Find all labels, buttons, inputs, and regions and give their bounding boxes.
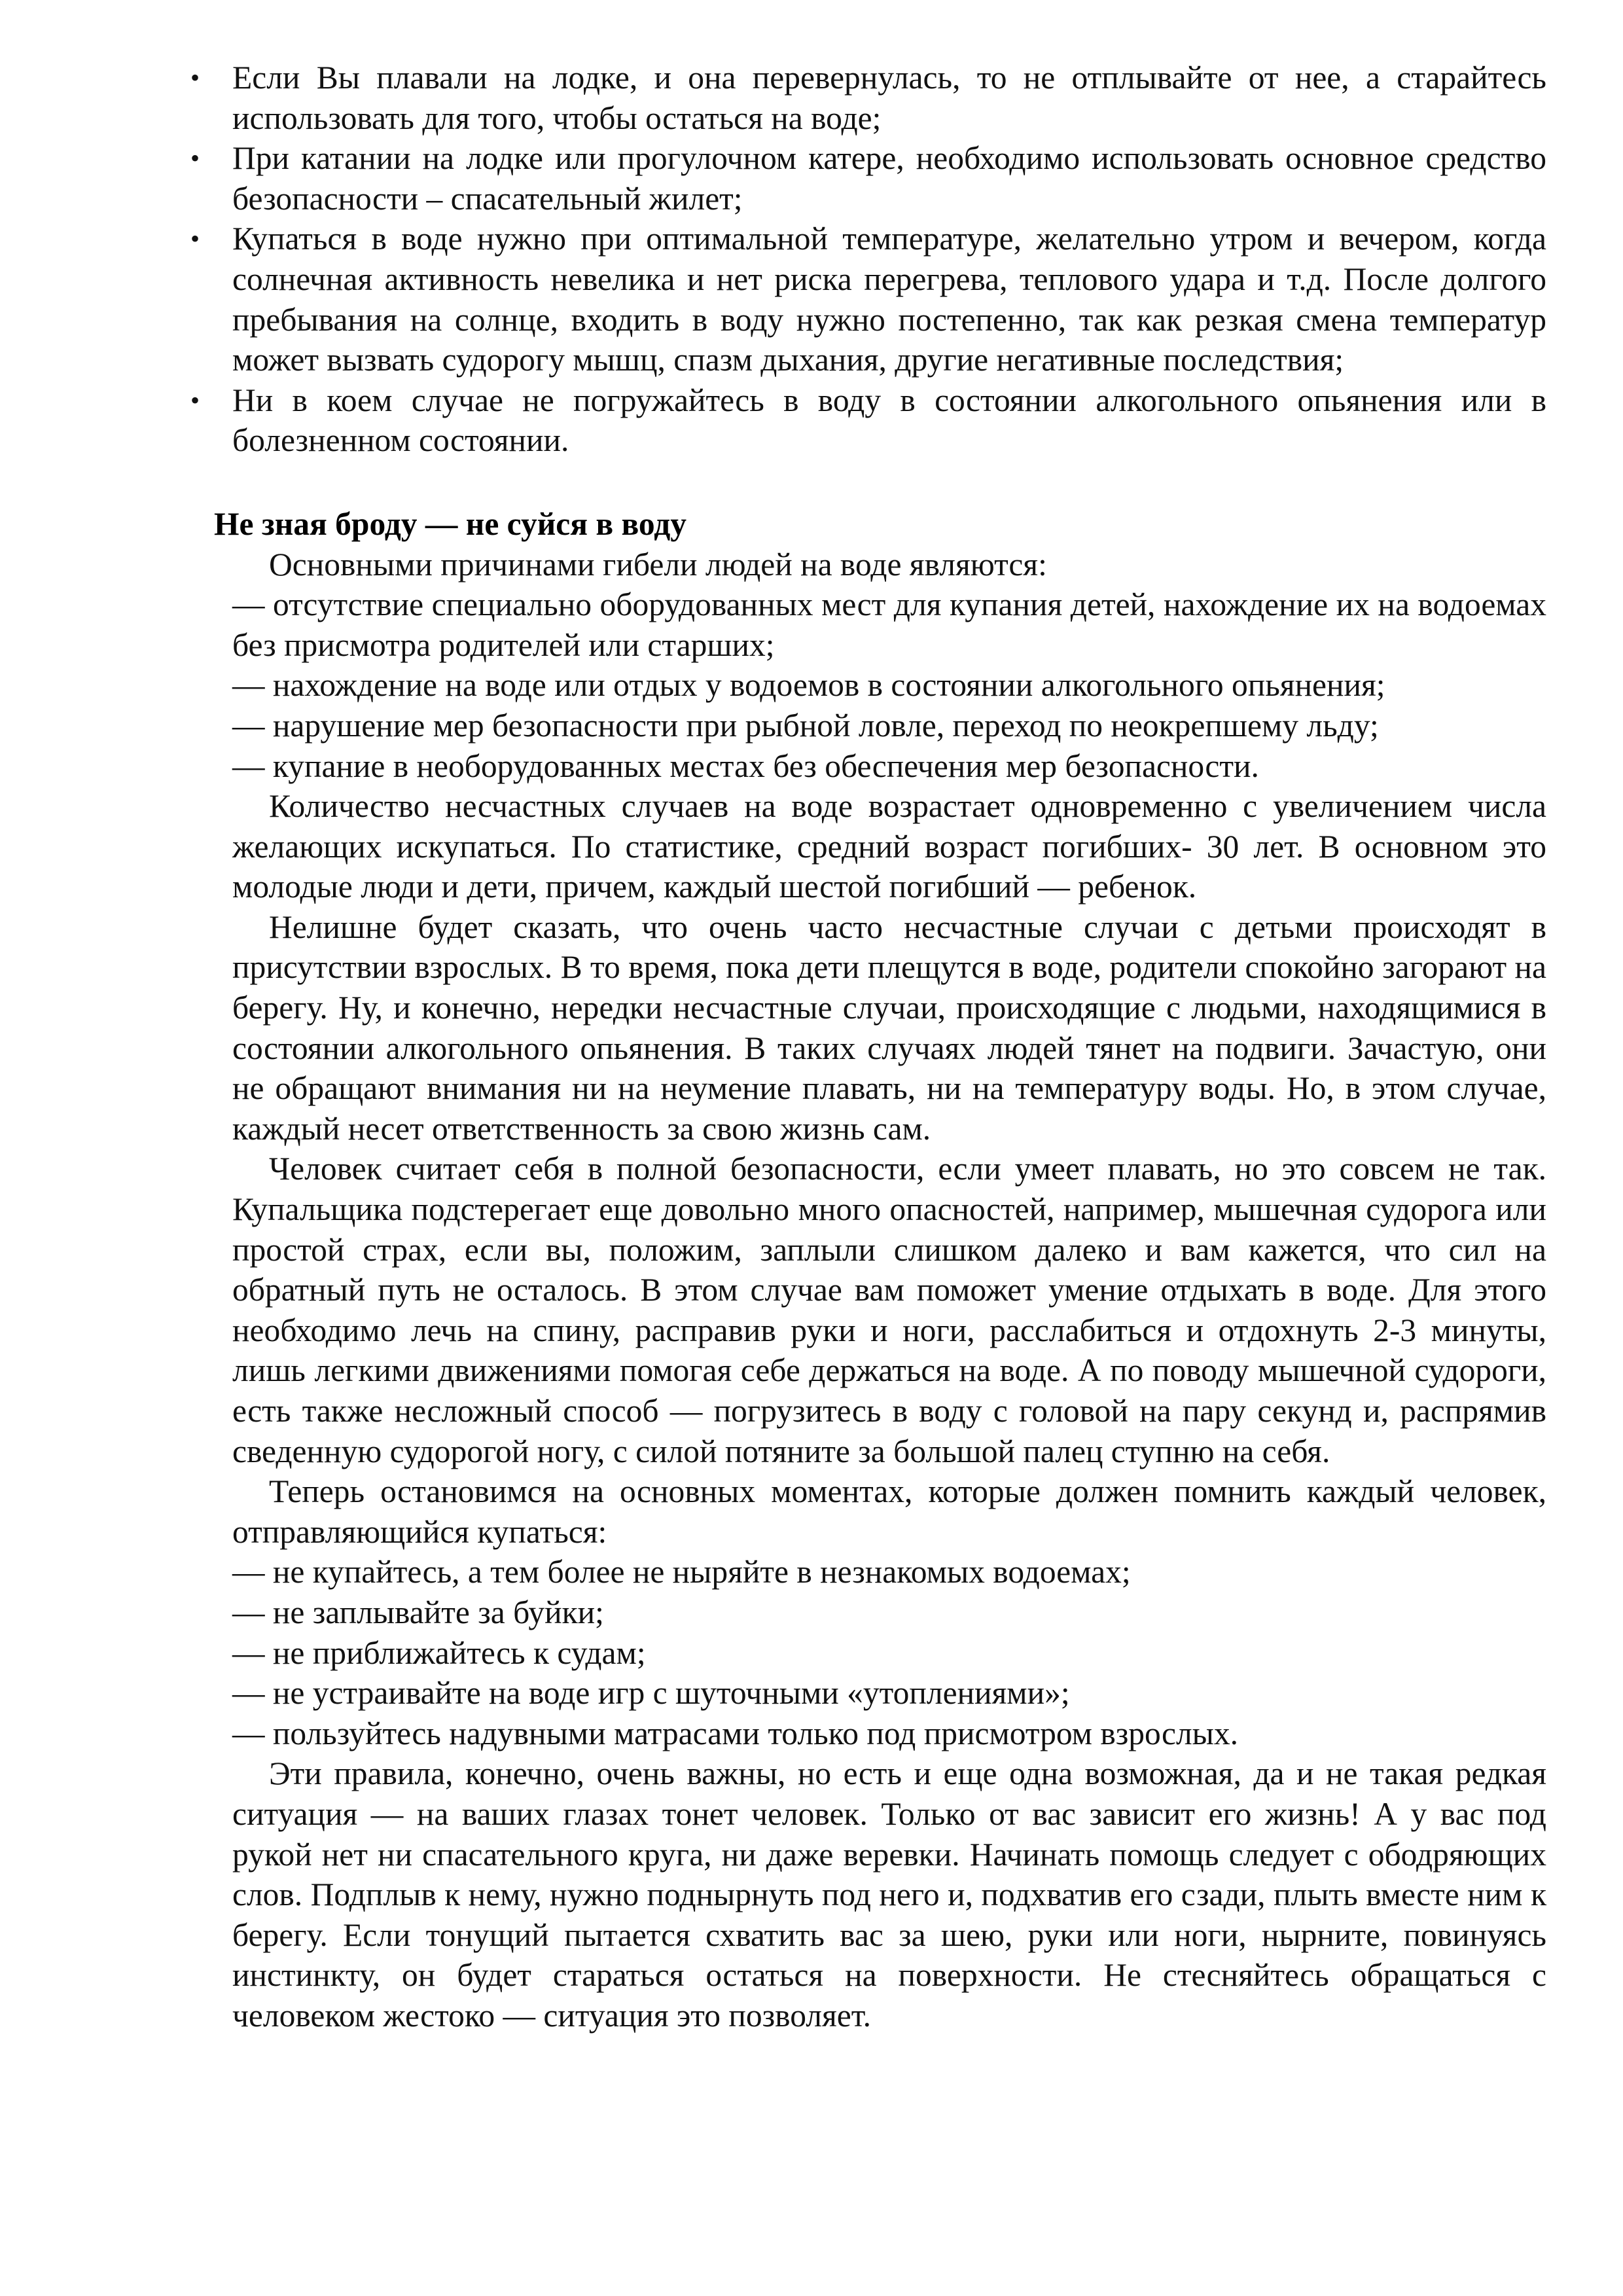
bullet-text: Если Вы плавали на лодке, и она перевернулась, то не отплывайте от нее, а старайтесь использовать для того, чтобы остаться на воде;: [232, 60, 1546, 136]
rule-item: — не купайтесь, а тем более не ныряйте в незнакомых водоемах;: [232, 1554, 1131, 1590]
bullet-item: [190, 58, 1546, 138]
adults-paragraph: Нелишне будет сказать, что очень часто несчастные случаи с детьми происходят в присутствии взрослых. В то время, пока дети плещутся в воде, родители спокойно загорают на берегу. Ну, и конечно, нередки несчастные случаи, происходящие с людьми, находящимися в состоянии алкогольного опьянения. В таких случаях людей тянет на подвиги. Зачастую, они не обращают внимания ни на неумение плавать, ни на температуру воды. Но, в этом случае, каждый несет ответственность за свою жизнь сам.: [232, 908, 1546, 1147]
cause-item: — купание в необорудованных местах без обеспечения мер безопасности.: [232, 747, 1259, 784]
rule-item: — пользуйтесь надувными матрасами только под присмотром взрослых.: [232, 1715, 1239, 1751]
rule-item: — не заплывайте за буйки;: [232, 1594, 604, 1630]
swimmer-paragraph: Человек считает себя в полной безопасности, если умеет плавать, но это совсем не так. Купальщика подстерегает еще довольно много опасностей, например, мышечная судорога или простой страх, если вы, положим, заплыли слишком далеко и вам кажется, что сил на обратный путь не осталось. В этом случае вам поможет умение отдыхать в воде. Для этого необходимо лечь на спину, расправив руки и ноги, расслабиться и отдохнуть 2-3 минуты, лишь легкими движениями помогая себе держаться на воде. А по поводу мышечной судороги, есть также несложный способ — погрузитесь в воду с головой на пару секунд и, распрямив сведенную судорогой ногу, с силой потяните за большой палец ступню на себя.: [232, 1151, 1546, 1469]
bullet-item: [190, 219, 1546, 380]
document-body: [190, 58, 1546, 2036]
statistics-paragraph: Количество несчастных случаев на воде возрастает одновременно с увеличением числа желающих искупаться. По статистике, средний возраст погибших- 30 лет. В основном это молодые люди и дети, причем, каждый шестой погибший — ребенок.: [232, 788, 1546, 905]
bullet-icon: •: [190, 63, 200, 92]
rescue-paragraph: Эти правила, конечно, очень важны, но есть и еще одна возможная, да и не такая редкая ситуация — на ваших глазах тонет человек. Только от вас зависит его жизнь! А у вас под рукой нет ни спасательного круга, ни даже веревки. Начинать помощь следует с ободряющих слов. Подплыв к нему, нужно поднырнуть под него и, подхватив его сзади, плыть вместе ним к берегу. Если тонущий пытается схватить вас за шею, руки или ноги, нырните, повинуясь инстинкту, он будет стараться остаться на поверхности. Не стесняйтесь обращаться с человеком жестоко — ситуация это позволяет.: [232, 1755, 1546, 2034]
cause-item: — нахождение на воде или отдых у водоемов в состоянии алкогольного опьянения;: [232, 667, 1385, 704]
bullet-text: Ни в коем случае не погружайтесь в воду в состоянии алкогольного опьянения или в болезненном состоянии.: [232, 382, 1546, 459]
section-heading: Не зная броду — не суйся в воду: [214, 505, 687, 542]
safety-bullet-list: [190, 58, 1546, 461]
causes-intro: Основными причинами гибели людей на воде являются:: [269, 546, 1047, 583]
bullet-item: [190, 138, 1546, 219]
rules-intro-paragraph: Теперь остановимся на основных моментах, которые должен помнить каждый человек, отправляющийся купаться:: [232, 1473, 1546, 1550]
bullet-icon: •: [190, 224, 200, 254]
bullet-icon: •: [190, 385, 200, 415]
rule-item: — не приближайтесь к судам;: [232, 1634, 646, 1671]
bullet-item: [190, 380, 1546, 461]
bullet-icon: •: [190, 143, 200, 173]
bullet-text: При катании на лодке или прогулочном катере, необходимо использовать основное средство безопасности – спасательный жилет;: [232, 140, 1546, 217]
bullet-text: Купаться в воде нужно при оптимальной температуре, желательно утром и вечером, когда солнечная активность невелика и нет риска перегрева, теплового удара и т.д. После долгого пребывания на солнце, входить в воду нужно постепенно, так как резкая смена температур может вызвать судорогу мышц, спазм дыхания, другие негативные последствия;: [232, 221, 1546, 378]
rule-item: — не устраивайте на воде игр с шуточными «утоплениями»;: [232, 1675, 1070, 1712]
cause-item: — нарушение мер безопасности при рыбной ловле, переход по неокрепшему льду;: [232, 707, 1379, 744]
cause-item: — отсутствие специально оборудованных мест для купания детей, нахождение их на водоемах без присмотра родителей или старших;: [232, 586, 1546, 663]
